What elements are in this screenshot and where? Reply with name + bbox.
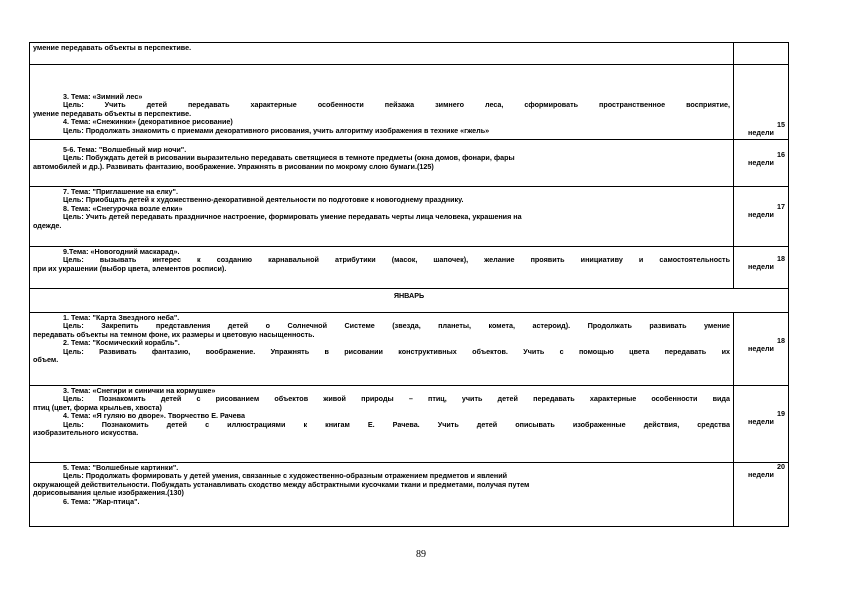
week-cell bbox=[734, 463, 789, 527]
topic-cell bbox=[30, 65, 734, 140]
topic-goal: умение передавать объекты в перспективе. bbox=[33, 109, 192, 118]
table-row bbox=[30, 463, 789, 527]
topic-title: 2. Тема: "Космический корабль". bbox=[63, 339, 180, 348]
topic-title: 5. Тема: "Волшебные картинки". bbox=[63, 464, 179, 472]
table-row bbox=[30, 386, 789, 463]
topic-goal: Цель: Закрепить представления детей о Солнечной Системе (звезда, планеты, комета, астероид). Продолжать развивать умение bbox=[63, 322, 730, 331]
topic-cell bbox=[30, 43, 734, 65]
table-row bbox=[30, 289, 789, 313]
table-row bbox=[30, 65, 789, 140]
topic-goal: Цель: Учить детей передавать характерные особенности пейзажа зимнего леса, сформировать пространственное восприятие, bbox=[63, 101, 730, 110]
topic-goal: Цель: Побуждать детей в рисовании выразительно передавать светящиеся в темноте предметы (окна домов, фонари, фары bbox=[63, 154, 515, 163]
topic-title: 6. Тема: "Жар-птица". bbox=[63, 497, 140, 506]
topic-goal: Цель: Приобщать детей к художественно-декоративной деятельности по подготовке к новогоднему празднику. bbox=[63, 196, 464, 205]
topic-goal: Цель: вызывать интерес к созданию карнавальной атрибутики (масок, шапочек), желание проявить инициативу и самостоятельность bbox=[63, 256, 730, 265]
topic-title: 5-6. Тема: "Волшебный мир ночи". bbox=[63, 146, 187, 154]
table-row bbox=[30, 43, 789, 65]
week-number: 19 bbox=[777, 410, 785, 418]
topic-goal: Цель: Продолжать знакомить с приемами декоративного рисования, учить алгоритму изображения в технике «гжель» bbox=[63, 126, 490, 135]
week-number: 15 bbox=[777, 121, 785, 129]
week-number: 18 bbox=[777, 337, 785, 345]
topic-text: умение передавать объекты в перспективе. bbox=[33, 44, 192, 52]
week-cell bbox=[734, 313, 789, 386]
topic-title: 7. Тема: "Приглашение на елку". bbox=[63, 188, 178, 196]
week-number: 20 bbox=[777, 463, 785, 471]
week-cell bbox=[734, 140, 789, 187]
week-cell bbox=[734, 187, 789, 247]
topic-title: 4. Тема: «Я гуляю во дворе». Творчество Е. Рачева bbox=[63, 412, 245, 421]
week-label: недели bbox=[748, 129, 774, 138]
page-number: 89 bbox=[416, 549, 426, 560]
topic-goal: Цель: Познакомить детей с иллюстрациями к книгам Е. Рачева. Учить детей описывать изображенные действия, средства bbox=[63, 420, 730, 429]
topic-title: 3. Тема: «Зимний лес» bbox=[63, 93, 143, 101]
topic-goal: Цель: Развивать фантазию, воображение. Упражнять в рисовании конструктивных объектов. Учить с помощью цвета передавать их bbox=[63, 347, 730, 356]
topic-cell bbox=[30, 313, 734, 386]
topic-goal: передавать объекты на темном фоне, их размеры и цветовую насыщенность. bbox=[33, 330, 315, 339]
topic-title: 4. Тема: «Снежинки» (декоративное рисование) bbox=[63, 118, 233, 127]
topic-goal: Цель: Познакомить детей с рисованием объектов живой природы – птиц, учить детей передавать характерные особенности вида bbox=[63, 395, 730, 404]
topic-goal: при их украшении (выбор цвета, элементов росписи). bbox=[33, 264, 227, 273]
week-label: недели bbox=[748, 345, 774, 354]
topic-cell bbox=[30, 140, 734, 187]
topic-cell bbox=[30, 187, 734, 247]
table-row bbox=[30, 247, 789, 289]
table-row bbox=[30, 313, 789, 386]
week-number: 17 bbox=[777, 203, 785, 211]
topic-goal: Цель: Продолжать формировать у детей умения, связанные с художественно-образным отражением предметов и явлений bbox=[63, 472, 508, 481]
topic-goal: одежде. bbox=[33, 221, 62, 230]
week-label: недели bbox=[748, 263, 774, 272]
week-label: недели bbox=[748, 471, 774, 480]
topic-goal: Цель: Учить детей передавать праздничное настроение, формировать умение передавать черты лица человека, украшения на bbox=[63, 213, 522, 222]
week-label: недели bbox=[748, 211, 774, 220]
week-label: недели bbox=[748, 159, 774, 168]
week-label: недели bbox=[748, 418, 774, 427]
topic-title: 9.Тема: «Новогодний маскарад». bbox=[63, 248, 180, 256]
month-header: ЯНВАРЬ bbox=[30, 289, 789, 313]
table-row bbox=[30, 187, 789, 247]
week-number: 16 bbox=[777, 151, 785, 159]
week-cell bbox=[734, 65, 789, 140]
week-cell bbox=[734, 386, 789, 463]
topic-title: 1. Тема: "Карта Звездного неба". bbox=[63, 314, 180, 322]
topic-title: 8. Тема: «Снегурочка возле елки» bbox=[63, 204, 183, 213]
topic-cell bbox=[30, 247, 734, 289]
topic-cell bbox=[30, 386, 734, 463]
topic-cell bbox=[30, 463, 734, 527]
topic-goal: изобразительного искусства. bbox=[33, 429, 139, 438]
week-cell bbox=[734, 43, 789, 65]
topic-goal: автомобилей и др.). Развивать фантазию, воображение. Упражнять в рисовании по мокрому слою бумаги.(125) bbox=[33, 162, 434, 171]
topic-title: 3. Тема: «Снегири и синички на кормушке» bbox=[63, 387, 216, 395]
topic-goal: дорисовывания целые изображения.(130) bbox=[33, 489, 184, 498]
topic-goal: окружающей действительности. Побуждать устанавливать сходство между абстрактными кусочками ткани и предметами, получая путем bbox=[33, 480, 530, 489]
week-number: 18 bbox=[777, 255, 785, 263]
table-row bbox=[30, 140, 789, 187]
week-cell bbox=[734, 247, 789, 289]
lesson-plan-table bbox=[29, 42, 789, 527]
topic-goal: птиц (цвет, форма крыльев, хвоста) bbox=[33, 403, 162, 412]
topic-goal: объем. bbox=[33, 356, 59, 365]
